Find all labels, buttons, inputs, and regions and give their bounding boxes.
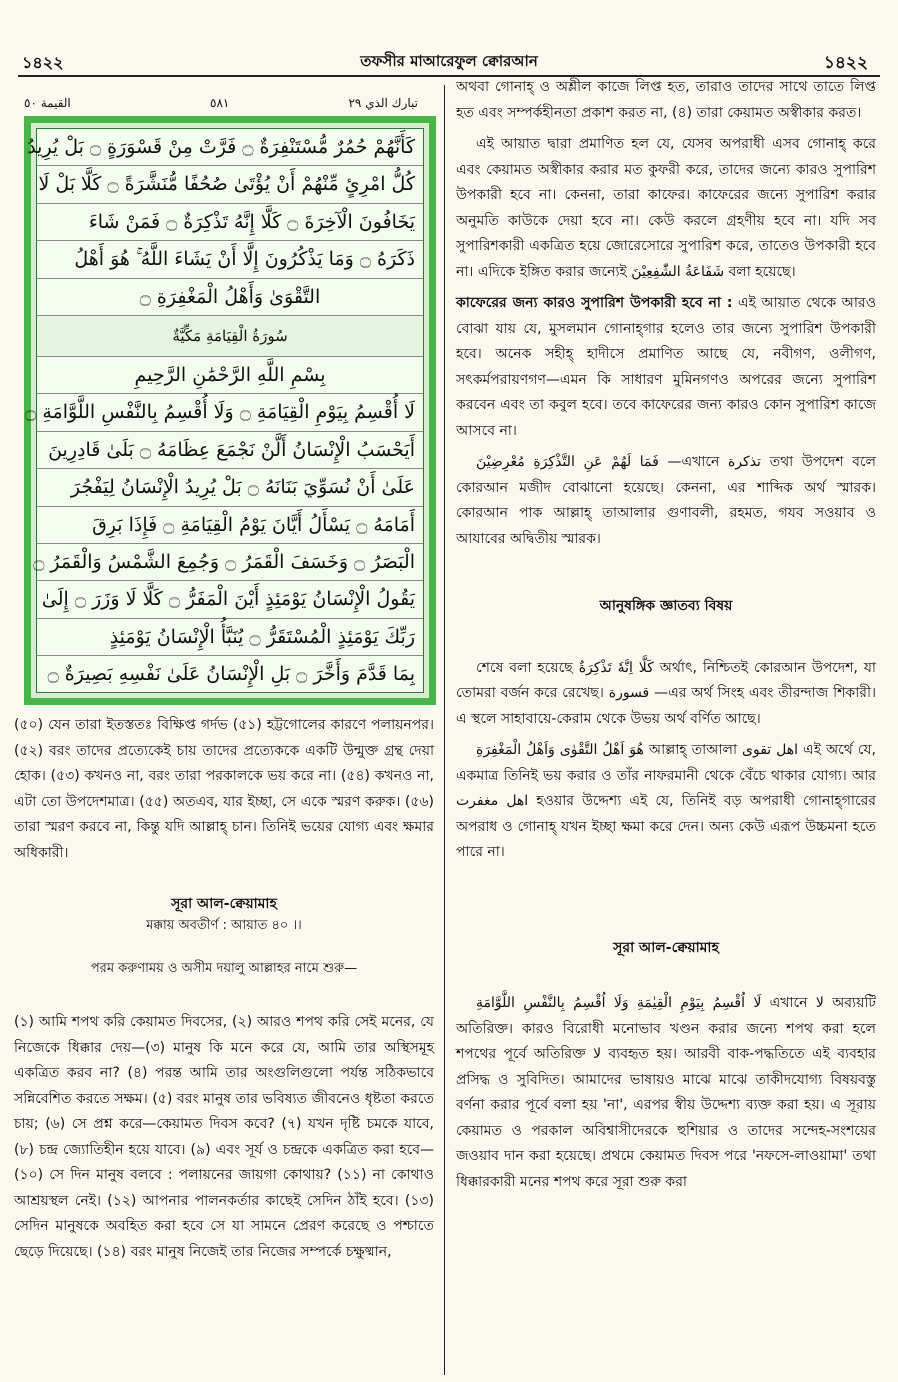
left-column (14, 92, 434, 1271)
surah-heading (14, 892, 434, 937)
ayah-line: التَّقْوَىٰ وَأَهْلُ الْمَغْفِرَةِ ۝ (37, 279, 423, 316)
commentary-text: এই আয়াত দ্বারা প্রমাণিত হল যে, যেসব অপরাধী এসব গোনাহ্ করে এবং কেয়ামত অস্বীকার করার মত কুফরী করে, তাদের জন্যে কারও সুপারিশ উপকারী হবে না। কেননা, তারা কাফের। কাফেরের জন্যে সুপারিশ করার অনুমতি কাউকে দেয়া হবে না। কেউ করলে গ্রহণীয় হবে না। যদি সব সুপারিশকারী একত্রিত হয়ে জোরেসোরে সুপারিশ করে, তাতেও উপকারী হবে না। এদিকে ইঙ্গিত করার জন্যেই (456, 136, 876, 280)
ayah-line: ذَكَرَهُ ۝ وَمَا يَذْكُرُونَ إِلَّا أَنْ يَشَاءَ اللَّهُ ۚ هُوَ أَهْلُ (37, 241, 423, 278)
ayah-line: أَمَامَهُ ۝ يَسْأَلُ أَيَّانَ يَوْمُ الْقِيَامَةِ ۝ فَإِذَا بَرِقَ (37, 507, 423, 544)
translation-paragraph: (৫০) যেন তারা ইতস্ততঃ বিক্ষিপ্ত গর্দভ (৫১) হট্টগোলের কারণে পলায়নপর। (৫২) বরং তাদের প্রত্যেকেই চায় তাদের প্রত্যেককে একটি উন্মুক্ত গ্রন্থ দেয়া হোক। (৫৩) কখনও না, বরং তারা পরকালকে ভয় করে না। (৫৪) কখনও না, এটা তো উপদেশমাত্র। (৫৫) অতএব, যার ইচ্ছা, সে একে স্মরণ করুক। (৫৬) তারা স্মরণ করবে না, কিন্তু যদি আল্লাহ্ চান। তিনিই ভয়ের যোগ্য এবং ক্ষমার অধিকারী। (14, 717, 434, 861)
translation-paragraph: (১) আমি শপথ করি কেয়ামত দিবসের, (২) আরও শপথ করি সেই মনের, যে নিজেকে ধিক্কার দেয়—(৩) মানুষ কি মনে করে যে, আমি তার অস্থিসমূহ একত্রিত করব না? (৪) পরন্ত আমি তার অংগুলিগুলো পর্যন্ত সঠিকভাবে সন্নিবেশিত করতে সক্ষম। (৫) বরং মানুষ তার ভবিষ্যত জীবনেও ধৃষ্টতা করতে চায়; (৬) সে প্রশ্ন করে—কেয়ামত দিবস কবে? (৭) যখন দৃষ্টি চমকে যাবে, (৮) চন্দ্র জ্যোতিহীন হয়ে যাবে। (৯) এবং সূর্য ও চন্দ্রকে একত্রিত করা হবে—(১০) সে দিন মানুষ বলবে : পলায়নের জায়গা কোথায়? (১১) না কোথাও আশ্রয়স্থল নেই। (১২) আপনার পালনকর্তার কাছেই সেদিন ঠাঁই হবে। (১৩) সেদিন মানুষকে অবহিত করা হবে সে যা সামনে প্রেরণ করেছে ও পশ্চাতে ছেড়ে দিয়েছে। (১৪) বরং মানুষ নিজেই তার নিজের সম্পর্কে চক্ষুষ্মান, (14, 1014, 434, 1260)
ayah-line: رَبِّكَ يَوْمَئِذٍ الْمُسْتَقَرُّ ۝ يُنَبَّأُ الْإِنْسَانُ يَوْمَئِذٍ (37, 619, 423, 656)
commentary-paragraph (456, 291, 876, 444)
page-number-left: ১৪২২ (22, 53, 64, 72)
arabic-phrase: هُوَ اَهْلُ التَّقْوٰى وَاَهْلُ الْمَغْفِرَةِ (476, 742, 644, 758)
section-heading: সূরা আল-ক্বেয়ামাহ (613, 939, 719, 956)
bismillah-arabic: بِسْمِ اللَّهِ الرَّحْمَٰنِ الرَّحِيمِ (37, 357, 423, 394)
quran-frame (24, 116, 436, 705)
page-number-right: ১৪২২ (823, 53, 868, 73)
page-header (0, 0, 898, 80)
commentary-text: এখানে لا অব্যয়টি অতিরিক্ত। কারও বিরোধী মনোভাব খণ্ডন করার জন্যে শপথ করা হলে শপথের পূর্বে অতিরিক্ত لا ব্যবহৃত হয়। আরবী বাক-পদ্ধতিতে এই ব্যবহার প্রসিদ্ধ ও সুবিদিত। আমাদের ভাষায়ও মাঝে মাঝে তাকীদযোগ্য বিষয়বস্তু বর্ণনা করার পূর্বে বলা হয় 'না', এরপর স্বীয় উদ্দেশ্য ব্যক্ত করা হয়। এ সূরায় কেয়ামত ও পরকাল অবিশ্বাসীদেরকে হুশিয়ার ও তাদের সন্দেহ-সংশয়ের জওয়াব দান করা হয়েছে। প্রথমে কেয়ামত দিবস পরে 'নফসে-লাওয়ামা' তথা ধিক্কারকারী মনের শপথ করে সূরা শুরু করা (456, 995, 877, 1190)
ayah-line: يَخَافُونَ الْآخِرَةَ ۝ كَلَّا إِنَّهُ تَذْكِرَةٌ ۝ فَمَنْ شَاءَ (37, 204, 423, 241)
commentary-paragraph (456, 132, 876, 285)
ayah-line: الْبَصَرُ ۝ وَخَسَفَ الْقَمَرُ ۝ وَجُمِعَ الشَّمْسُ وَالْقَمَرُ ۝ (37, 544, 423, 581)
ayah-line: أَيَحْسَبُ الْإِنْسَانُ أَلَّنْ نَجْمَعَ عِظَامَهُ ۝ بَلَىٰ قَادِرِينَ (37, 432, 423, 469)
surah-banner: سُورَةُ الْقِيَامَةِ مَكِّيَّةٌ (37, 316, 423, 357)
ayah-line: لَا أُقْسِمُ بِيَوْمِ الْقِيَامَةِ ۝ وَلَا أُقْسِمُ بِالنَّفْسِ اللَّوَّامَةِ ۝ (37, 394, 423, 431)
running-title: তফসীর মাআরেফুল ক্বোরআন (360, 52, 538, 70)
column-divider (444, 85, 445, 1375)
arabic-phrase: كَلَّا اِنَّهٗ تَذْكِرَةٌ (578, 659, 654, 676)
arabic-phrase: فَمَا لَهُمْ عَنِ التَّذْكِرَةِ مُعْرِضِيْنَ (476, 454, 659, 470)
commentary-text: —এখানে تذكرة তথা উপদেশ বলে কোরআন মজীদ বোঝানো হয়েছে। কেননা, এর শাব্দিক অর্থ স্মারক। কোরআন পাক আল্লাহ্ তাআলার গুণাবলী, রহমত, গযব সওয়াব ও আযাবের অদ্বিতীয় স্মারক। (456, 454, 876, 547)
translation-block-2 (14, 1010, 434, 1265)
commentary-paragraph: অথবা গোনাহ্ ও অশ্লীল কাজে লিপ্ত হত, তারাও তাদের সাথে তাতে লিপ্ত হত এবং সম্পর্কহীনতা প্রকাশ করত না, (৪) তারা কেয়ামত অস্বীকার করত। (456, 79, 876, 121)
ayah-line: كَأَنَّهُمْ حُمُرٌ مُّسْتَنْفِرَةٌ ۝ فَرَّتْ مِنْ قَسْوَرَةٍ ۝ بَلْ يُرِيدُ (37, 129, 423, 166)
arabic-phrase: شَفَاعَةُ الشّٰفِعِيْنَ (631, 263, 725, 280)
section-heading: আনুষঙ্গিক জ্ঞাতব্য বিষয় (599, 598, 733, 614)
juz-label: تبارك الذي ٢٩ (348, 96, 418, 110)
commentary-text: শেষে বলা হয়েছে (476, 659, 573, 676)
bismillah-bangla: পরম করুণাময় ও অসীম দয়ালু আল্লাহর নামে শুরু— (90, 961, 358, 977)
translation-block-1 (14, 713, 434, 866)
right-column (456, 75, 876, 1201)
commentary-subheading: কাফেরের জন্য কারও সুপারিশ উপকারী হবে না : (456, 295, 733, 311)
commentary-text: অর্থাৎ, নিশ্চিতই কোরআন উপদেশ, যা তোমরা বর্জন করে রেখেছ। قسورة —এর অর্থ সিংহ এবং তীরন্দাজ শিকারী। এ স্থলে সাহাবায়ে-কেরাম থেকে উভয় অর্থ বর্ণিত আছে। (456, 659, 876, 727)
commentary-text: এই আয়াত থেকে আরও বোঝা যায় যে, মুসলমান গোনাহ্গার হলেও তার জন্যে সুপারিশ উপকারী হবে। অনেক সহীহ্ হাদীসে প্রমাণিত আছে যে, নবীগণ, ওলীগণ, সৎকর্মপরায়ণগণ—এমন কি সাধারণ মুমিনগণও অপরের জন্যে সুপারিশ করবেন এবং তা কবুল হবে। তবে কাফেরের জন্য কারও কোন সুপারিশ কাজে আসবে না। (456, 295, 877, 439)
mushaf-page-number: ٥٨١ (210, 96, 230, 110)
commentary-paragraph (456, 738, 876, 866)
commentary-paragraph (456, 450, 876, 552)
surah-info: মক্কায় অবতীর্ণ : আয়াত ৪০ ।। (146, 918, 302, 934)
surah-reference: القيمة ٥٠ (24, 96, 71, 110)
surah-title: সূরা আল-ক্বেয়ামাহ (171, 896, 277, 913)
commentary-paragraph (456, 991, 876, 1195)
commentary-text: বলা হয়েছে। (728, 263, 796, 280)
mushaf-meta (14, 92, 434, 116)
arabic-phrase: لَا اُقْسِمُ بِيَوْمِ الْقِيٰمَةِ وَلَا اُقْسِمُ بِالنَّفْسِ اللَّوَّامَةِ (476, 995, 762, 1011)
ayah-line: بِمَا قَدَّمَ وَأَخَّرَ ۝ بَلِ الْإِنْسَانُ عَلَىٰ نَفْسِهِ بَصِيرَةٌ ۝ (47, 663, 415, 686)
commentary-text: আল্লাহ্ তাআলা اهل تقوى এই অর্থে যে, একমাত্র তিনিই ভয় করার ও তাঁর নাফরমানী থেকে বেঁচে থাকার যোগ্য। আর اهل مغفرت হওয়ার উদ্দেশ্য এই যে, তিনিই বড় অপরাধী গোনাহ্গারের অপরাধ ও গোনাহ্ যখন ইচ্ছা ক্ষমা করে দেন। অন্য কেউ এরূপ উচ্চমনা হতে পারে না। (456, 742, 876, 860)
ayah-line: يَقُولُ الْإِنْسَانُ يَوْمَئِذٍ أَيْنَ الْمَفَرُّ ۝ كَلَّا لَا وَزَرَ ۝ إِلَىٰ (37, 581, 423, 618)
ayah-line: عَلَىٰ أَنْ نُسَوِّيَ بَنَانَهُ ۝ بَلْ يُرِيدُ الْإِنْسَانُ لِيَفْجُرَ (37, 469, 423, 506)
quran-page (25, 128, 424, 693)
ayah-line: كُلُّ امْرِئٍ مِّنْهُمْ أَنْ يُؤْتَىٰ صُحُفًا مُّنَشَّرَةً ۝ كَلَّا بَلْ لَا (37, 166, 423, 203)
commentary-paragraph (456, 656, 876, 733)
